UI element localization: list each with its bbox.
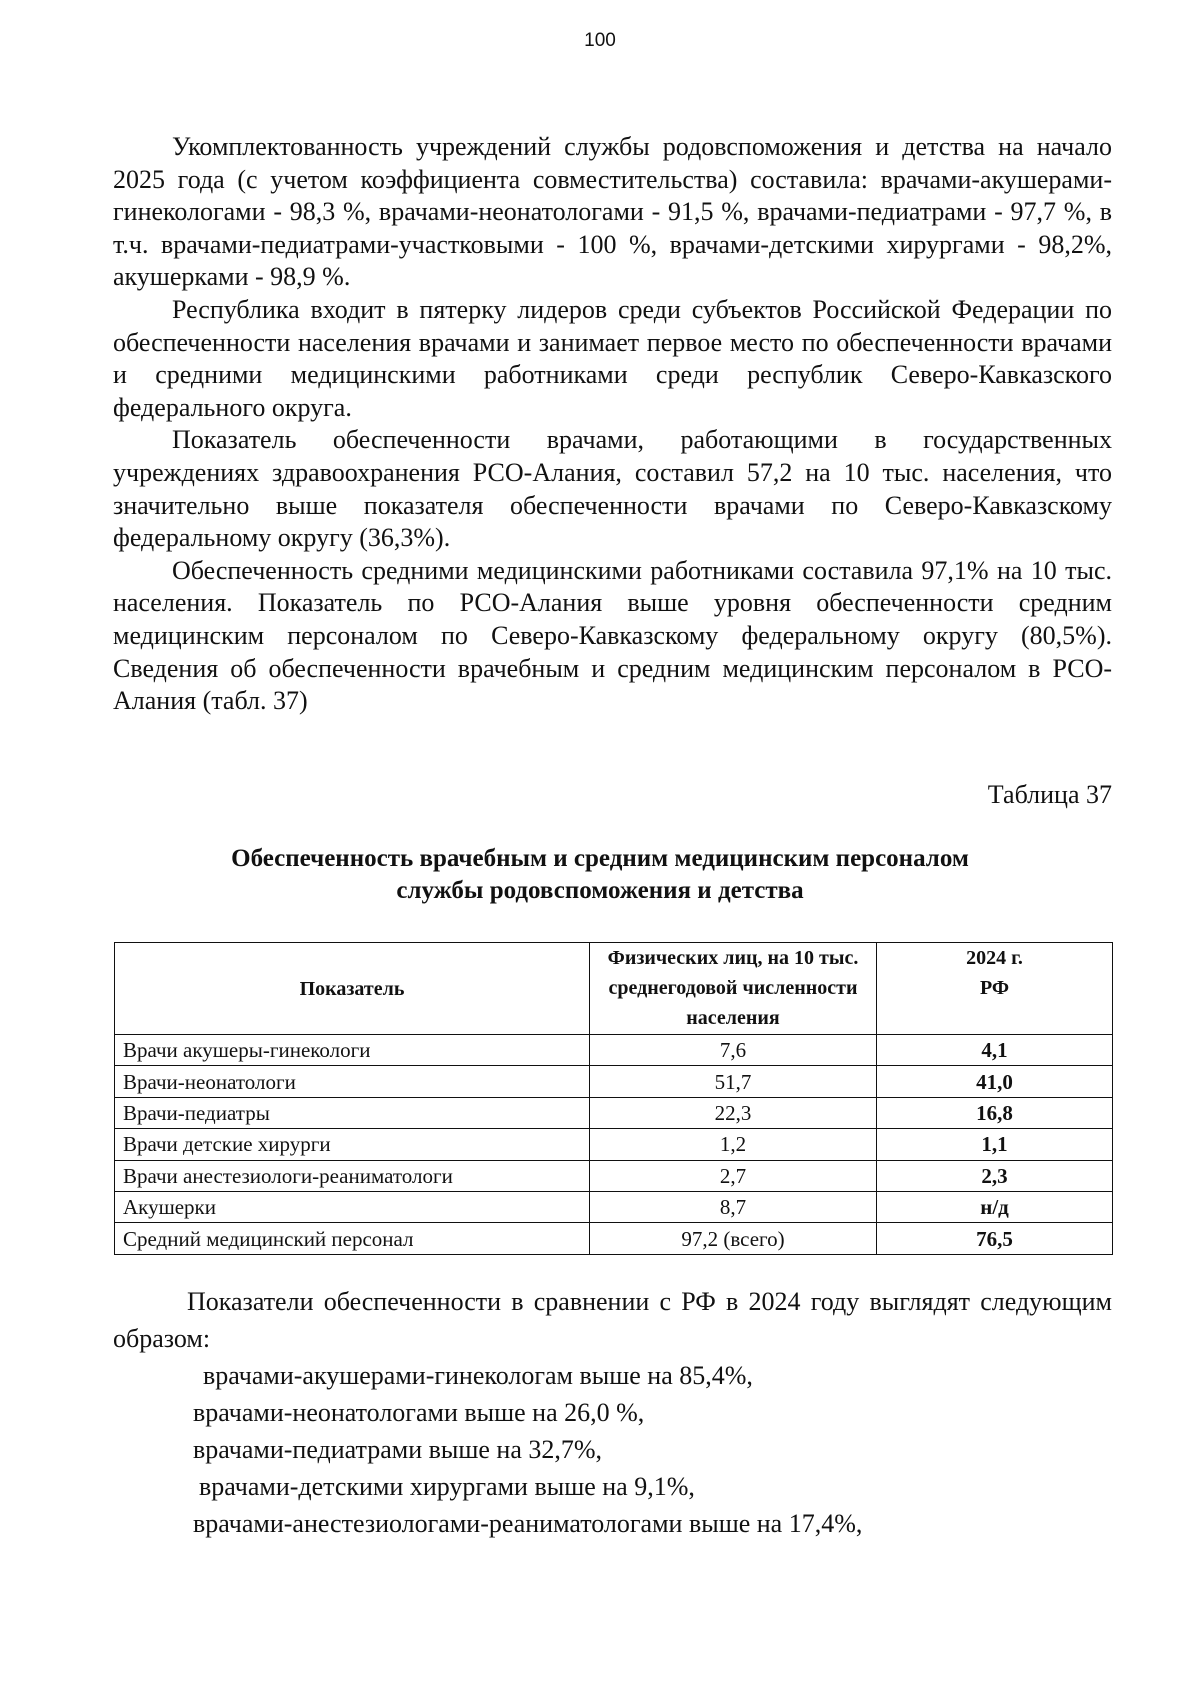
table-row	[115, 1160, 1113, 1191]
row-value: 1,2	[590, 1129, 877, 1160]
row-value: 8,7	[590, 1191, 877, 1222]
table-header-row	[115, 943, 1113, 1035]
header-rf-year: 2024 г.	[966, 947, 1023, 969]
table-row	[115, 1191, 1113, 1222]
list-item: врачами-педиатрами выше на 32,7%,	[193, 1435, 603, 1464]
row-name: Врачи акушеры-гинекологи	[115, 1035, 590, 1066]
table-row	[115, 1066, 1113, 1097]
table-row	[115, 1223, 1113, 1254]
row-rf-value: 2,3	[877, 1160, 1113, 1191]
list-item: врачами-неонатологами выше на 26,0 %,	[193, 1398, 645, 1427]
row-name: Врачи анестезиологи-реаниматологи	[115, 1160, 590, 1191]
page-number: 100	[584, 30, 616, 51]
list-item: врачами-анестезиологами-реаниматологами выше на 17,4%,	[193, 1509, 863, 1538]
summary-intro: Показатели обеспеченности в сравнении с РФ в 2024 году выглядят следующим образом:	[113, 1287, 1112, 1353]
table-row	[115, 1097, 1113, 1128]
table-row	[115, 1129, 1113, 1160]
row-rf-value: 76,5	[877, 1223, 1113, 1254]
table-title-line: службы родовспоможения и детства	[396, 877, 804, 904]
row-rf-value: 1,1	[877, 1129, 1113, 1160]
row-value: 2,7	[590, 1160, 877, 1191]
row-rf-value: 4,1	[877, 1035, 1113, 1066]
header-rf-label: РФ	[979, 977, 1010, 999]
row-value: 97,2 (всего)	[590, 1223, 877, 1254]
row-rf-value: 16,8	[877, 1097, 1113, 1128]
summary-section	[113, 1283, 1112, 1542]
paragraph-staffing: Укомплектованность учреждений службы родовспоможения и детства на начало 2025 года (с учетом коэффициента совместительства) составила: врачами-акушерами-гинекологами - 98,3 %, врачами-неонатологами - 91,5 %, врачами-педиатрами - 97,7 %, в т.ч. врачами-педиатрами-участковыми - 100 %, врачами-детскими хирургами - 98,2%, акушерками - 98,9 %.	[113, 132, 1112, 292]
table-title	[0, 843, 1200, 907]
row-value: 22,3	[590, 1097, 877, 1128]
table-row	[115, 1035, 1113, 1066]
row-value: 7,6	[590, 1035, 877, 1066]
row-rf-value: н/д	[877, 1191, 1113, 1222]
table-label: Таблица 37	[987, 780, 1112, 809]
list-item: врачами-детскими хирургами выше на 9,1%,	[199, 1472, 695, 1501]
header-physical-persons: Физических лиц, на 10 тыс. среднегодовой численности населения	[590, 943, 877, 1035]
header-indicator: Показатель	[115, 943, 590, 1035]
summary-list	[113, 1357, 1112, 1542]
row-name: Врачи-педиатры	[115, 1097, 590, 1128]
header-rf-2024	[877, 943, 1113, 1035]
paragraph-nurses-ratio: Обеспеченность средними медицинскими работниками составила 97,1% на 10 тыс. населения. Показатель по РСО-Алания выше уровня обеспеченности средним медицинским персоналом по Северо-Кавказскому федеральному округу (80,5%). Сведения об обеспеченности врачебным и средним медицинским персоналом в РСО-Алания (табл. 37)	[113, 555, 1112, 716]
row-name: Средний медицинский персонал	[115, 1223, 590, 1254]
staffing-table	[114, 942, 1113, 1255]
row-rf-value: 41,0	[877, 1066, 1113, 1097]
list-item: врачами-акушерами-гинекологам выше на 85,4%,	[203, 1361, 753, 1390]
paragraph-leaders: Республика входит в пятерку лидеров среди субъектов Российской Федерации по обеспеченности населения врачами и занимает первое место по обеспеченности врачами и средними медицинскими работниками среди республик Северо-Кавказского федерального округа.	[113, 294, 1112, 422]
row-name: Акушерки	[115, 1191, 590, 1222]
row-value: 51,7	[590, 1066, 877, 1097]
paragraph-doctors-ratio: Показатель обеспеченности врачами, работающими в государственных учреждениях здравоохранения РСО-Алания, составил 57,2 на 10 тыс. населения, что значительно выше показателя обеспеченности врачами по Северо-Кавказскому федеральному округу (36,3%).	[113, 425, 1112, 553]
row-name: Врачи-неонатологи	[115, 1066, 590, 1097]
table-title-line: Обеспеченность врачебным и средним медицинским персоналом	[231, 845, 969, 872]
row-name: Врачи детские хирурги	[115, 1129, 590, 1160]
body-text	[113, 131, 1112, 718]
